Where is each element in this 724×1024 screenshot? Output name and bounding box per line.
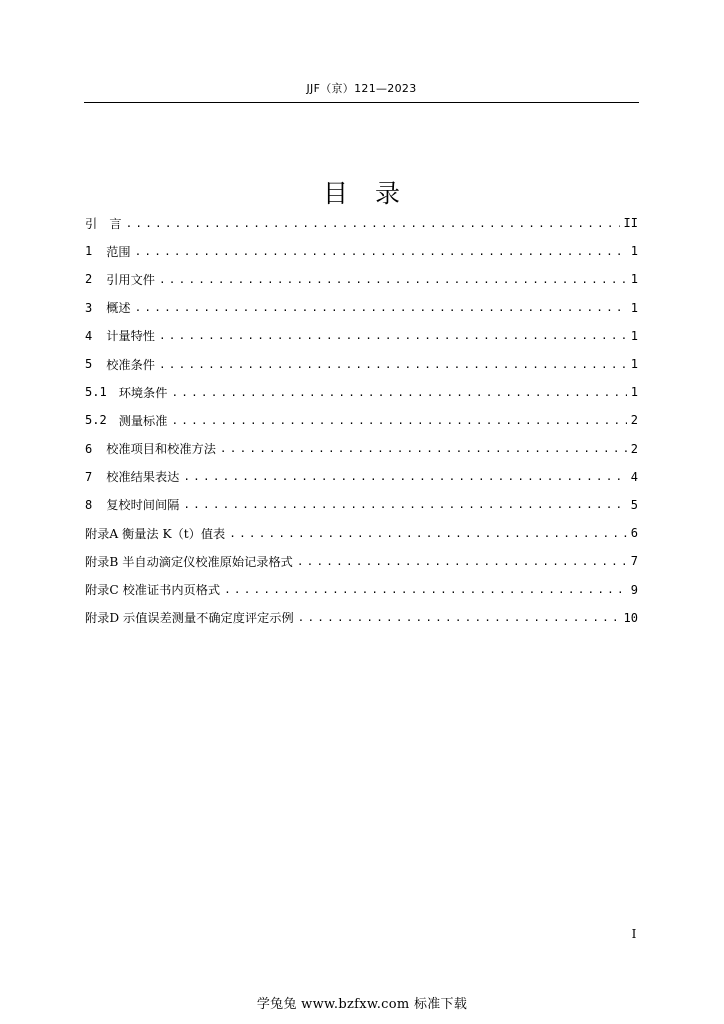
toc-entry-page: 1: [630, 300, 638, 315]
toc-entry-label: 复校时间间隔: [106, 498, 180, 513]
site-watermark: 学兔兔 www.bzfxw.com 标准下载: [256, 997, 468, 1012]
toc-entry-page: 2: [630, 441, 638, 456]
toc-entry-appendix-b[interactable]: [85, 547, 638, 575]
toc-entry-number: 3: [85, 300, 93, 315]
toc-entry-number: 2: [85, 272, 93, 287]
toc-entry-page: 1: [630, 328, 638, 343]
toc-dot-leader: [183, 498, 626, 511]
toc-entry-page: 9: [630, 582, 638, 597]
toc-entry-appendix-c[interactable]: [85, 575, 638, 603]
toc-entry-number: 5: [85, 357, 93, 372]
toc-entry-8[interactable]: [85, 491, 638, 519]
toc-title: 目 录: [322, 179, 401, 208]
toc-entry-page: 4: [630, 469, 638, 484]
toc-entry-page: 7: [630, 554, 638, 569]
toc-dot-leader: [135, 245, 627, 258]
toc-dot-leader: [159, 273, 627, 286]
toc-dot-leader: [183, 470, 626, 483]
toc-entry-label: 附录D 示值误差测量不确定度评定示例: [85, 611, 294, 626]
toc-dot-leader: [297, 555, 627, 568]
page-header: [84, 78, 639, 103]
toc-dot-leader: [159, 358, 627, 371]
toc-entry-3[interactable]: [85, 294, 638, 322]
toc-dot-leader: [171, 414, 626, 427]
toc-entry-number: 7: [85, 469, 93, 484]
header-standard-code: JJF（京）121—2023: [306, 82, 417, 95]
toc-entry-number: 1: [85, 244, 93, 259]
toc-entry-page: 10: [623, 610, 638, 625]
toc-entry-page: 6: [630, 526, 638, 541]
toc-entry-label: 引 言: [85, 216, 122, 231]
toc-dot-leader: [135, 301, 627, 314]
toc-entry-label: 校准条件: [106, 357, 155, 372]
toc-entry-page: 1: [630, 357, 638, 372]
table-of-contents: [85, 209, 638, 632]
toc-entry-label: 附录A 衡量法 K（t）值表: [85, 526, 226, 541]
toc-entry-page: 2: [630, 413, 638, 428]
toc-entry-1[interactable]: [85, 237, 638, 265]
toc-entry-label: 环境条件: [118, 385, 168, 400]
toc-entry-label: 引用文件: [106, 272, 155, 287]
toc-entry-number: 5.2: [85, 413, 107, 428]
toc-dot-leader: [159, 329, 627, 342]
toc-entry-foreword[interactable]: [85, 209, 638, 237]
toc-dot-leader: [171, 386, 626, 399]
toc-entry-number: 5.1: [85, 385, 107, 400]
toc-entry-page: 1: [630, 385, 638, 400]
toc-dot-leader: [224, 583, 627, 596]
toc-entry-label: 计量特性: [106, 329, 155, 344]
toc-entry-page: 5: [630, 497, 638, 512]
toc-entry-label: 测量标准: [118, 413, 168, 428]
toc-entry-5[interactable]: [85, 350, 638, 378]
toc-dot-leader: [126, 217, 620, 230]
toc-dot-leader: [220, 442, 627, 455]
toc-entry-7[interactable]: [85, 463, 638, 491]
page-number: I: [631, 927, 637, 941]
toc-dot-leader: [229, 527, 627, 540]
toc-entry-number: 8: [85, 497, 93, 512]
toc-entry-label: 校准结果表达: [106, 470, 180, 485]
toc-entry-page: 1: [630, 244, 638, 259]
toc-entry-label: 范围: [106, 244, 131, 259]
toc-dot-leader: [298, 611, 620, 624]
toc-entry-label: 概述: [106, 301, 131, 316]
toc-entry-label: 附录C 校准证书内页格式: [85, 583, 221, 598]
toc-entry-5-2[interactable]: [85, 406, 638, 434]
toc-entry-label: 校准项目和校准方法: [106, 442, 216, 457]
toc-entry-appendix-a[interactable]: [85, 519, 638, 547]
toc-entry-page: 1: [630, 272, 638, 287]
toc-entry-5-1[interactable]: [85, 378, 638, 406]
toc-entry-4[interactable]: [85, 322, 638, 350]
toc-entry-number: 6: [85, 441, 93, 456]
toc-entry-2[interactable]: [85, 265, 638, 293]
toc-entry-label: 附录B 半自动滴定仪校准原始记录格式: [85, 554, 293, 569]
toc-entry-appendix-d[interactable]: [85, 604, 638, 632]
toc-entry-page: II: [623, 216, 638, 231]
toc-entry-6[interactable]: [85, 435, 638, 463]
toc-entry-number: 4: [85, 328, 93, 343]
